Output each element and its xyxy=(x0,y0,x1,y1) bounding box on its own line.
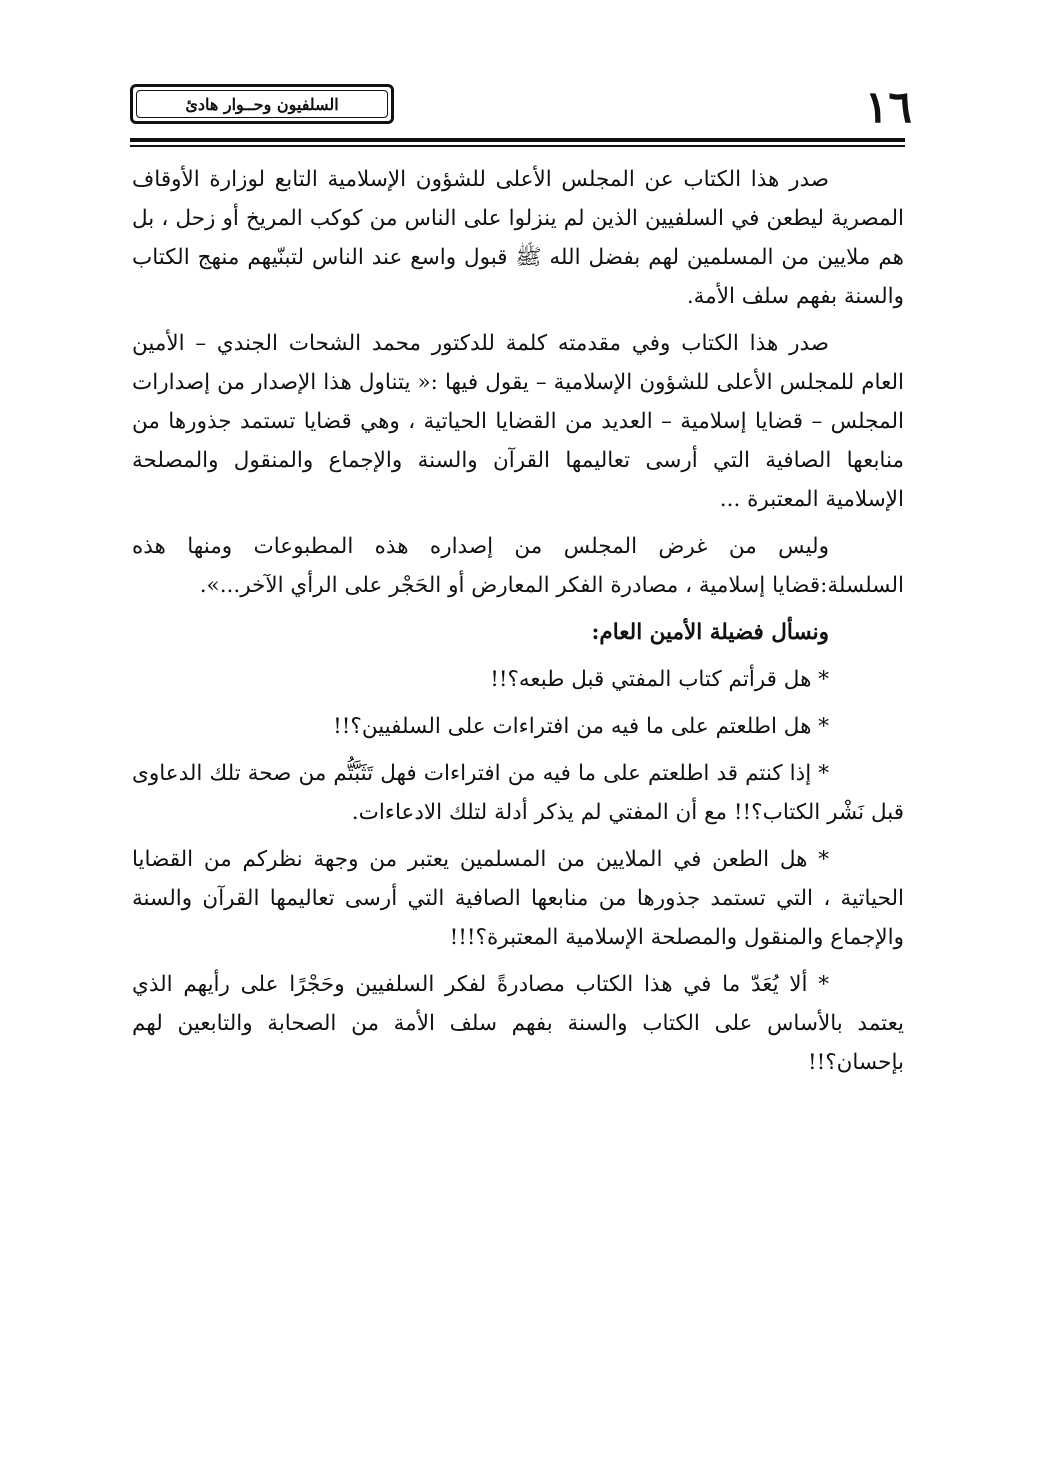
paragraph-3: وليس من غرض المجلس من إصداره هذه المطبوعات ومنها هذه السلسلة:قضايا إسلامية ، مصادرة الفكر المعارض أو الحَجْر على الرأي الآخر...». xyxy=(132,534,904,598)
book-title-box xyxy=(130,84,394,124)
question-5: * ألا يُعَدّ ما في هذا الكتاب مصادرةً لفكر السلفيين وحَجْرًا على رأيهم الذي يعتمد بالأساس على الكتاب والسنة بفهم سلف الأمة من الصحابة والتابعين لهم بإحسان؟!! xyxy=(132,972,904,1075)
question-2: * هل اطلعتم على ما فيه من افتراءات على السلفيين؟!! xyxy=(333,714,829,739)
header-rule-thick xyxy=(130,138,905,142)
paragraph-1: صدر هذا الكتاب عن المجلس الأعلى للشؤون الإسلامية التابع لوزارة الأوقاف المصرية ليطعن في السلفيين الذين لم ينزلوا على الناس من كوكب المريخ أو زحل ، بل هم ملايين من المسلمين لهم بفضل الله ﷺ قبول واسع عند الناس لتبنّيهم منهج الكتاب والسنة بفهم سلف الأمة. xyxy=(132,167,905,309)
question-4: * هل الطعن في الملايين من المسلمين يعتبر من وجهة نظركم من القضايا الحياتية ، التي تستمد جذورها من منابعها الصافية التي أرسى تعاليمها القرآن والسنة والإجماع والمنقول والمصلحة الإسلامية المعتبرة؟!!! xyxy=(132,847,904,950)
page-number: ١٦ xyxy=(864,82,912,133)
question-1: * هل قرأتم كتاب المفتي قبل طبعه؟!! xyxy=(490,667,829,692)
book-title: السلفيون وحــوار هادئ xyxy=(136,90,388,118)
header-rule-thin xyxy=(130,145,905,147)
page-body xyxy=(132,160,904,1090)
question-3: * إذا كنتم قد اطلعتم على ما فيه من افتراءات فهل تَثَبَّتُّم من صحة تلك الدعاوى قبل نَشْر الكتاب؟!! مع أن المفتي لم يذكر أدلة لتلك الادعاءات. xyxy=(132,761,904,825)
question-heading: ونسأل فضيلة الأمين العام: xyxy=(591,620,829,645)
paragraph-2: صدر هذا الكتاب وفي مقدمته كلمة للدكتور محمد الشحات الجندي – الأمين العام للمجلس الأعلى للشؤون الإسلامية – يقول فيها :« يتناول هذا الإصدار من إصدارات المجلس – قضايا إسلامية – العديد من القضايا الحياتية ، وهي قضايا تستمد جذورها من منابعها الصافية التي أرسى تعاليمها القرآن والسنة والإجماع والمنقول والمصلحة الإسلامية المعتبرة ... xyxy=(132,331,904,512)
